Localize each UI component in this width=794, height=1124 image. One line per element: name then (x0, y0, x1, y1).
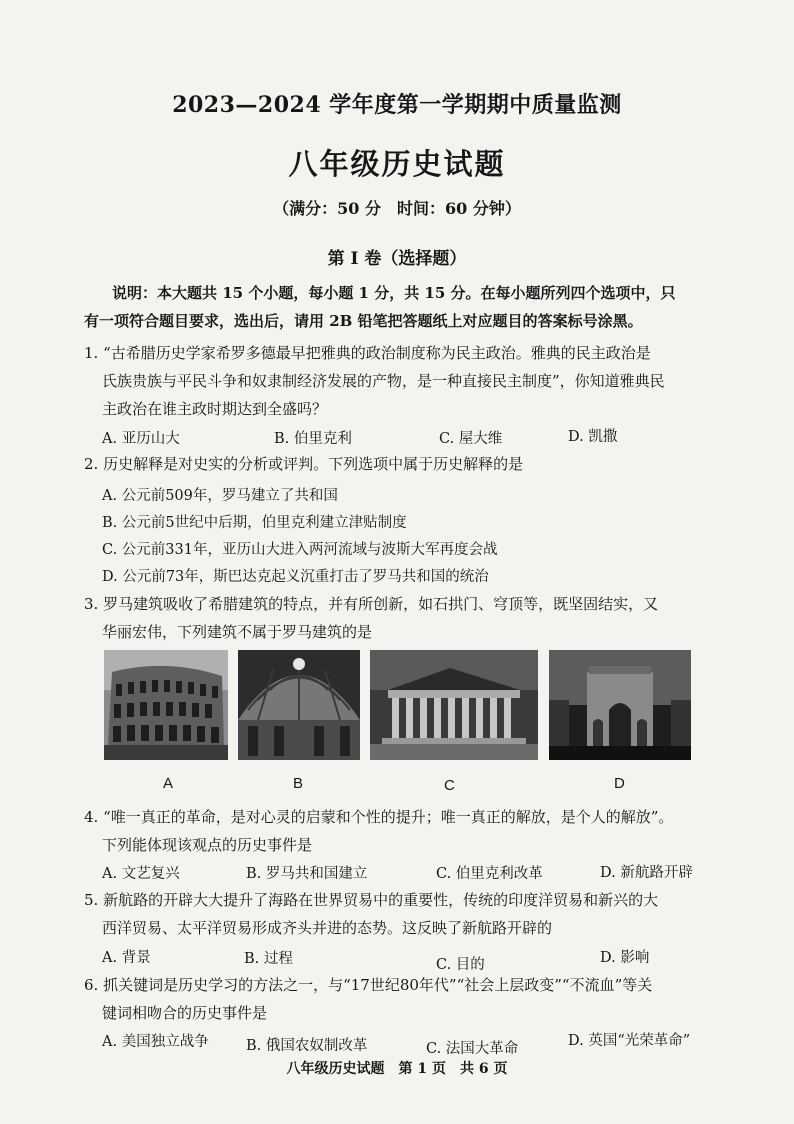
page-footer: 八年级历史试题 第 1 页 共 6 页 (286, 1061, 508, 1077)
q1-option-a: A. 亚历山大 (102, 431, 180, 447)
q5-line-1: 5. 新航路的开辟大大提升了海路在世界贸易中的重要性，传统的印度洋贸易和新兴的大 (84, 891, 659, 909)
q2-option-c: C. 公元前331年，亚历山大进入两河流域与波斯大军再度会战 (102, 542, 498, 558)
q5-option-c: C. 目的 (436, 957, 485, 973)
q2-option-a: A. 公元前509年，罗马建立了共和国 (102, 488, 338, 504)
instructions-line-1: 说明：本大题共 15 个小题，每小题 1 分，共 15 分。在每小题所列四个选项中，只 (112, 284, 676, 302)
q4-option-c: C. 伯里克利改革 (436, 866, 543, 882)
q1-option-b: B. 伯里克利 (274, 431, 352, 447)
instructions-line-2: 有一项符合题目要求，选出后，请用 2B 铅笔把答题纸上对应题目的答案标号涂黑。 (84, 312, 643, 330)
q6-option-a: A. 美国独立战争 (102, 1034, 209, 1050)
q4-line-1: 4. “唯一真正的革命，是对心灵的启蒙和个性的提升；唯一真正的解放，是个人的解放”。 (84, 808, 674, 826)
q1-option-c: C. 屋大维 (439, 431, 503, 447)
image-label-a: A (163, 775, 174, 792)
photo-parthenon (370, 650, 538, 760)
q2-line-1: 2. 历史解释是对史实的分析或评判。下列选项中属于历史解释的是 (84, 455, 524, 473)
exam-meta: （满分：50 分 时间：60 分钟） (273, 199, 521, 218)
q6-option-b: B. 俄国农奴制改革 (246, 1038, 368, 1054)
q4-option-d: D. 新航路开辟 (600, 865, 693, 881)
q3-line-1: 3. 罗马建筑吸收了希腊建筑的特点，并有所创新，如石拱门、穹顶等，既坚固结实，又 (84, 595, 659, 613)
q5-line-2: 西洋贸易、太平洋贸易形成齐头并进的态势。这反映了新航路开辟的 (102, 919, 553, 937)
q1-line-3: 主政治在谁主政时期达到全盛吗？ (102, 400, 328, 418)
q1-line-1: 1. “古希腊历史学家希罗多德最早把雅典的政治制度称为民主政治。雅典的民主政治是 (84, 344, 651, 362)
q5-option-d: D. 影响 (600, 950, 650, 966)
section-title: 第 I 卷（选择题） (327, 249, 467, 269)
q1-line-2: 氏族贵族与平民斗争和奴隶制经济发展的产物，是一种直接民主制度”，你知道雅典民 (102, 372, 665, 390)
photo-triumphal-arch (549, 650, 691, 760)
q6-line-2: 键词相吻合的历史事件是 (102, 1004, 268, 1022)
photo-colosseum (104, 650, 228, 760)
q5-option-b: B. 过程 (244, 951, 293, 967)
q6-option-d: D. 英国“光荣革命” (568, 1033, 691, 1049)
q2-option-d: D. 公元前73年，斯巴达克起义沉重打击了罗马共和国的统治 (102, 569, 489, 585)
exam-title: 2023—2024 学年度第一学期期中质量监测 (172, 92, 622, 118)
q3-line-2: 华丽宏伟，下列建筑不属于罗马建筑的是 (102, 623, 373, 641)
q6-option-c: C. 法国大革命 (426, 1041, 519, 1057)
q4-option-b: B. 罗马共和国建立 (246, 866, 368, 882)
q4-line-2: 下列能体现该观点的历史事件是 (102, 836, 313, 854)
q4-option-a: A. 文艺复兴 (102, 866, 180, 882)
q5-option-a: A. 背景 (102, 950, 151, 966)
q1-option-d: D. 凯撒 (568, 429, 618, 445)
subject-title: 八年级历史试题 (288, 147, 506, 181)
q6-line-1: 6. 抓关键词是历史学习的方法之一，与“17世纪80年代”“社会上层政变”“不流血”等关 (84, 976, 653, 994)
image-label-d: D (614, 775, 625, 792)
q2-option-b: B. 公元前5世纪中后期，伯里克利建立津贴制度 (102, 515, 407, 531)
image-label-c: C (444, 777, 455, 794)
photo-pantheon-dome (238, 650, 360, 760)
image-label-b: B (293, 775, 304, 792)
